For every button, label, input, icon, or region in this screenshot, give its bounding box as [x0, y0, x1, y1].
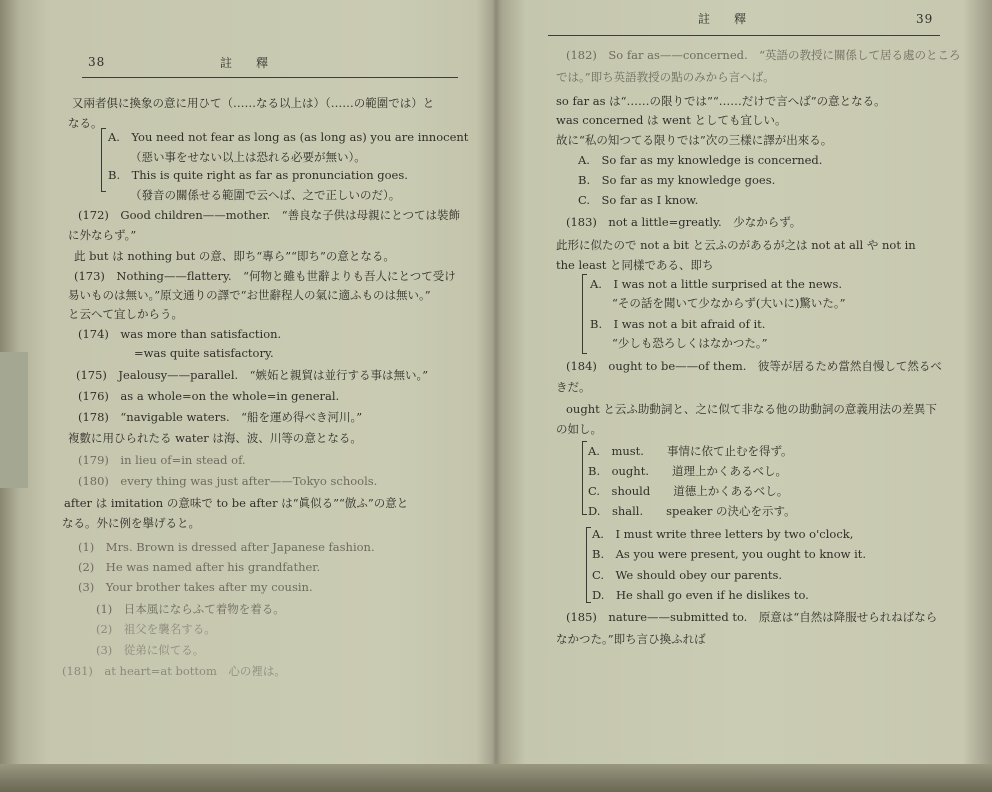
text-line: ought と云ふ助動詞と、之に似て非なる他の助動詞の意義用法の差異下 — [566, 402, 937, 416]
text-line: A. So far as my knowledge is concerned. — [578, 153, 823, 167]
text-line: 易いものは無い。”原文通りの譯で“お世辭程人の氣に適ふものは無い。” — [68, 288, 431, 302]
text-line: (2) He was named after his grandfather. — [78, 560, 321, 574]
text-line: 故に“私の知つてる限りでは”次の三樣に譯が出來る。 — [556, 133, 833, 147]
text-line: (182) So far as——concerned. “英語の教授に關係して居る處のところ — [566, 48, 961, 62]
bracket — [586, 527, 591, 603]
text-line: C. So far as I know. — [578, 193, 699, 207]
text-line: なかつた。”即ち言ひ換ふれば — [556, 632, 706, 646]
text-line: きだ。 — [556, 380, 591, 394]
text-line: に外ならず。” — [68, 228, 137, 242]
text-line: B. ought. 道理上かくあるべし。 — [588, 464, 787, 478]
text-line: (3) 從弟に似てる。 — [96, 643, 205, 657]
header-rule — [82, 77, 458, 78]
text-line: “その話を聞いて少なからず(大いに)驚いた。” — [612, 296, 846, 310]
text-line: 複數に用ひられたる water は海、波、川等の意となる。 — [68, 431, 362, 445]
text-line: =was quite satisfactory. — [134, 346, 274, 360]
text-line: B. I was not a bit afraid of it. — [590, 317, 766, 331]
text-line: B. As you were present, you ought to know it. — [592, 547, 867, 561]
text-line: “少しも恐ろしくはなかつた。” — [612, 336, 768, 350]
page-number: 39 — [916, 12, 934, 26]
text-line: 此 but は nothing but の意、即ち“專ら”“即ち”の意となる。 — [74, 249, 395, 263]
text-line: (1) Mrs. Brown is dressed after Japanese fashion. — [78, 540, 375, 554]
bracket — [582, 274, 587, 354]
text-line: (174) was more than satisfaction. — [78, 327, 282, 341]
text-line: (173) Nothing——flattery. “何物と雖も世辭よりも吾人にとつて受け — [74, 269, 456, 283]
text-line: では。”即ち英語教授の點のみから言へば。 — [556, 70, 775, 84]
bracket — [101, 128, 106, 192]
text-line: と云へて宜しからう。 — [68, 307, 183, 321]
text-line: (172) Good children——mother. “善良な子供は母親にとつては裝飾 — [78, 208, 460, 222]
page-number: 38 — [88, 55, 106, 69]
text-line: was concerned は went としても宜しい。 — [556, 113, 787, 127]
text-line: A. must. 事情に依て止むを得ず。 — [588, 444, 793, 458]
text-line: the least と同樣である、即ち — [556, 258, 714, 272]
book-edge — [0, 764, 992, 792]
running-title: 註 釋 — [220, 56, 275, 70]
bracket — [582, 441, 587, 515]
text-line: C. We should obey our parents. — [592, 568, 783, 582]
running-title: 註 釋 — [698, 12, 753, 26]
text-line: なる。 — [68, 116, 103, 130]
left-page — [12, 0, 498, 770]
text-line: A. I must write three letters by two o'clock, — [592, 527, 854, 541]
text-line: (185) nature——submitted to. 原意は“自然は降服せられねばなら — [566, 610, 938, 624]
text-line: C. should 道德上かくあるべし。 — [588, 484, 789, 498]
text-line: (1) 日本風にならふて着物を着る。 — [96, 602, 285, 616]
text-line: (181) at heart=at bottom 心の裡は。 — [62, 664, 286, 678]
text-line: D. shall. speaker の決心を示す。 — [588, 504, 796, 518]
text-line: D. He shall go even if he dislikes to. — [592, 588, 809, 602]
text-line: の如し。 — [556, 422, 602, 436]
text-line: (183) not a little=greatly. 少なからず。 — [566, 215, 802, 229]
text-line: 又兩者俱に換象の意に用ひて（……なる以上は）（……の範圍では）と — [72, 96, 435, 110]
text-line: A. You need not fear as long as (as long as) you are innocent — [108, 130, 469, 144]
text-line: (184) ought to be——of them. 彼等が居るため當然自慢して然るべ — [566, 359, 942, 373]
text-line: B. So far as my knowledge goes. — [578, 173, 776, 187]
text-line: (178) “navigable waters. “船を運め得べき河川。” — [78, 410, 363, 424]
text-line: (180) every thing was just after——Tokyo schools. — [78, 474, 378, 488]
text-line: after は imitation の意味で to be after は“眞似る”“倣ふ”の意と — [64, 496, 409, 510]
text-line: B. This is quite right as far as pronunciation goes. — [108, 168, 408, 182]
header-rule — [548, 35, 940, 36]
text-line: (176) as a whole=on the whole=in general. — [78, 389, 340, 403]
text-line: 此形に似たので not a bit と云ふのがあるが之は not at all や not in — [556, 238, 916, 252]
text-line: (2) 祖父を襲名する。 — [96, 622, 216, 636]
text-line: なる。外に例を擧げると。 — [62, 516, 200, 530]
text-line: (175) Jealousy——parallel. “嫉妬と親貿は並行する事は無い。” — [76, 368, 429, 382]
text-line: （發音の關係せる範圍で云へば、之で正しいのだ）。 — [130, 188, 401, 202]
text-line: A. I was not a little surprised at the news. — [590, 277, 843, 291]
text-line: (179) in lieu of=in stead of. — [78, 453, 246, 467]
text-line: (3) Your brother takes after my cousin. — [78, 580, 313, 594]
text-line: （惡い事をせない以上は恐れる必要が無い）。 — [130, 150, 366, 164]
right-page — [500, 0, 980, 770]
text-line: so far as は“……の限りでは”“……だけで言へば”の意となる。 — [556, 94, 886, 108]
